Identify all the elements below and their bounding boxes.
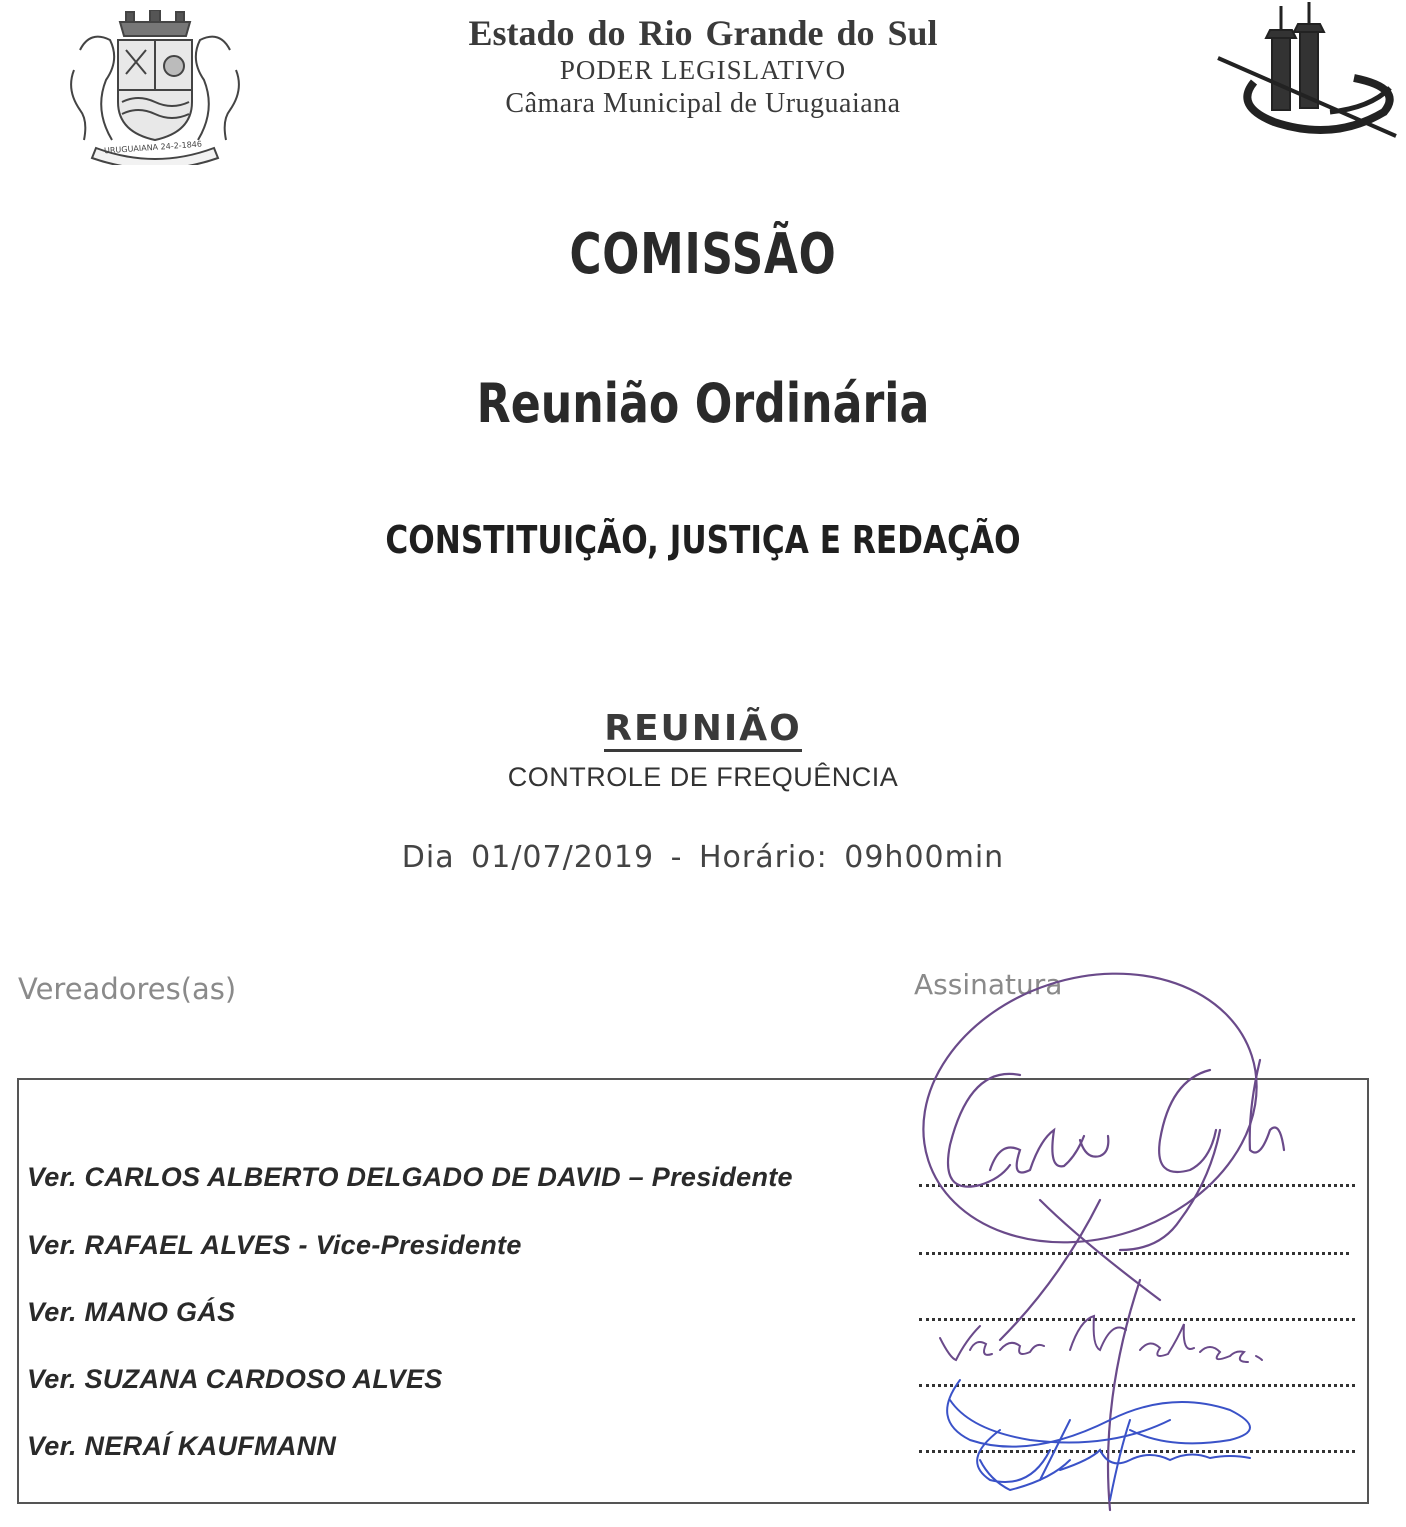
signature-kaufmann <box>947 1380 1250 1500</box>
signature-carlos-delgado <box>888 960 1292 1510</box>
member-name-2: Ver. RAFAEL ALVES - Vice-Presidente <box>27 1230 522 1260</box>
member-name-3: Ver. MANO GÁS <box>27 1297 236 1327</box>
crest-ribbon-text: URUGUAIANA 24-2-1846 <box>103 139 203 156</box>
title-reuniao-ordinaria: Reunião Ordinária <box>476 372 930 435</box>
title-reuniao <box>0 708 1406 749</box>
header-state: Estado do Rio Grande do Sul <box>468 13 938 53</box>
title-committee-name: CONSTITUIÇÃO, JUSTIÇA E REDAÇÃO <box>385 518 1021 562</box>
signature-mano-gas <box>940 1316 1262 1362</box>
legislative-chamber-logo-icon <box>1210 2 1400 152</box>
title-reuniao-text: REUNIÃO <box>604 708 802 752</box>
header-chamber: Câmara Municipal de Uruguaiana <box>505 88 901 119</box>
member-name-5: Ver. NERAÍ KAUFMANN <box>27 1431 337 1461</box>
label-vereadores: Vereadores(as) <box>18 972 237 1006</box>
member-name-4: Ver. SUZANA CARDOSO ALVES <box>27 1364 443 1394</box>
signature-drawings <box>880 960 1400 1520</box>
meeting-date-time: Dia 01/07/2019 - Horário: 09h00min <box>401 840 1005 875</box>
header-power: PODER LEGISLATIVO <box>559 55 847 85</box>
title-comissao: COMISSÃO <box>569 222 837 287</box>
label-assinatura: Assinatura <box>914 968 1063 1001</box>
member-name-1: Ver. CARLOS ALBERTO DELGADO DE DAVID – Presidente <box>27 1162 793 1192</box>
title-controle-frequencia: CONTROLE DE FREQUÊNCIA <box>507 762 899 792</box>
